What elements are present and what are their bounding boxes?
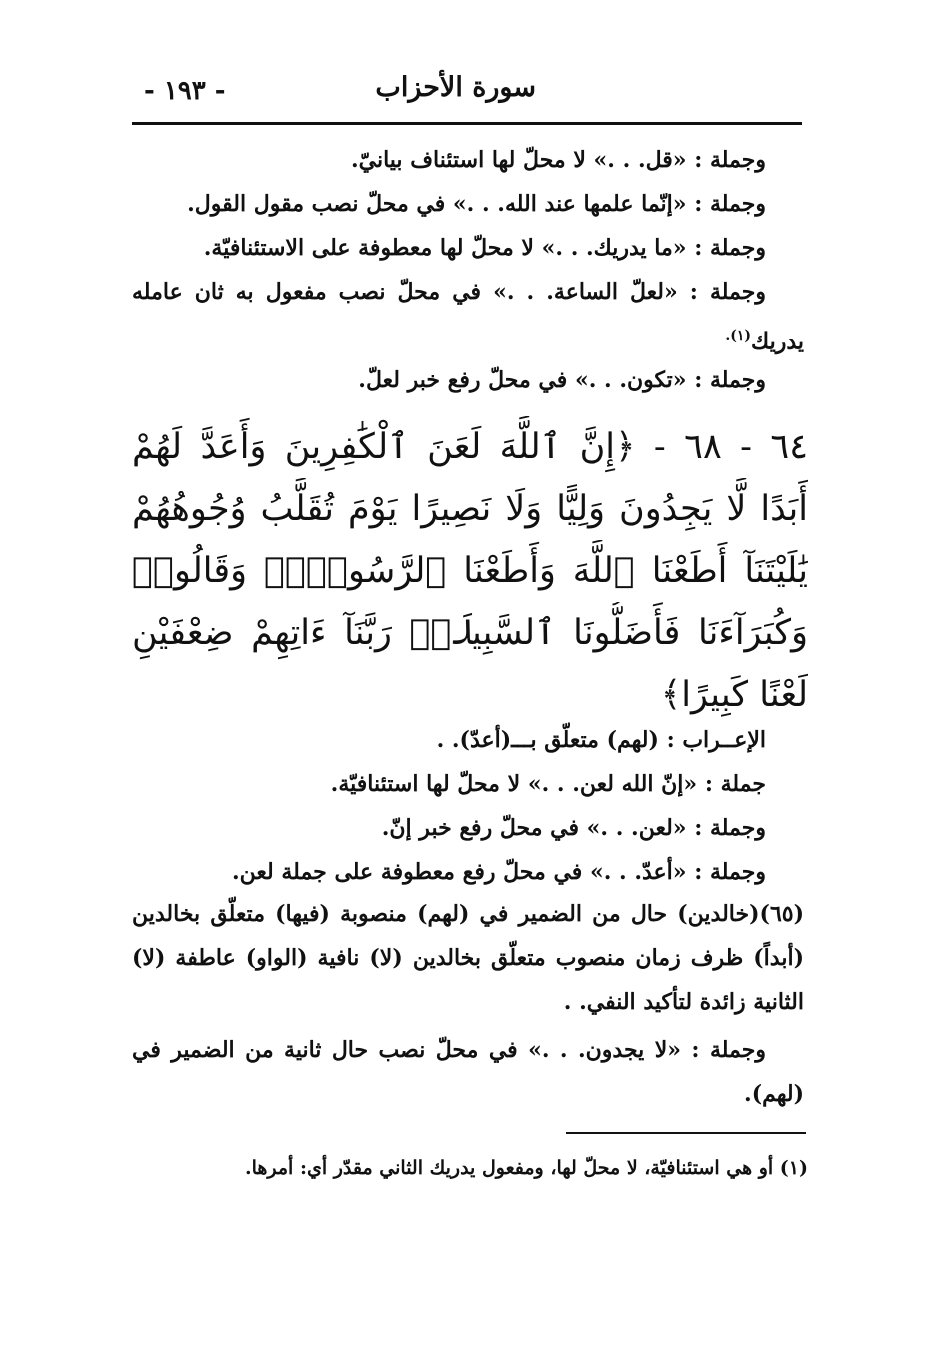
- text-line: وجملة : «لا يجدون. . .» في محلّ نصب حال ثانية من الضمير في: [132, 1037, 766, 1063]
- text-line: وجملة : «أعدّ. . .» في محلّ رفع معطوفة على جملة لعن.: [232, 859, 766, 885]
- text-fragment: يدريك: [751, 328, 804, 355]
- text-line: وجملة : «إنّما علمها عند الله. . .» في محلّ نصب مقول القول.: [187, 191, 766, 217]
- surah-title: سورة الأحزاب: [375, 72, 536, 103]
- verse-line: أَبَدًا لَّا يَجِدُونَ وَلِيًّا وَلَا نَصِيرًا يَوْمَ تُقَلَّبُ وُجُوهُهُمْ: [132, 489, 808, 529]
- text-line: (أبداً) ظرف زمان منصوب متعلّق بخالدين (لا) نافية (الواو) عاطفة (لا): [132, 945, 804, 971]
- text-line: [132, 314, 804, 358]
- page-header: [132, 66, 800, 122]
- analysis-block-1: [132, 138, 804, 402]
- page-number: - ١٩٣ -: [144, 76, 226, 106]
- analysis-block-3: [132, 892, 804, 1024]
- header-divider: [132, 122, 802, 125]
- text-line: وجملة : «لعلّ الساعة. . .» في محلّ نصب مفعول به ثان عامله: [132, 279, 766, 305]
- text-line: وجملة : «ما يدريك. . .» لا محلّ لها معطوفة على الاستئنافيّة.: [203, 235, 766, 261]
- text-line: الثانية زائدة لتأكيد النفي. .: [563, 989, 804, 1015]
- text-line: (٦٥)(خالدين) حال من الضمير في (لهم) منصوبة (فيها) متعلّق بخالدين: [132, 901, 804, 927]
- text-line: (لهم).: [744, 1081, 804, 1107]
- verse-line: لَعْنًا كَبِيرًا﴾: [660, 675, 808, 715]
- footnote-divider: [566, 1132, 806, 1134]
- text-line: وجملة : «تكون. . .» في محلّ رفع خبر لعلّ.: [358, 367, 766, 393]
- footnote-marker: (١).: [725, 328, 752, 344]
- text-line: وجملة : «قل. . .» لا محلّ لها استئناف بيانيّ.: [350, 147, 766, 173]
- text-line: وجملة : «لعن. . .» في محلّ رفع خبر إنّ.: [381, 815, 766, 841]
- verse-line: وَكُبَرَآءَنَا فَأَضَلُّونَا ٱلسَّبِيلَا۠ رَبَّنَآ ءَاتِهِمْ ضِعْفَيْنِ: [132, 613, 808, 653]
- analysis-block-4: [132, 1028, 804, 1116]
- analysis-block-2: [132, 718, 804, 894]
- text-line: جملة : «إنّ الله لعن. . .» لا محلّ لها استئنافيّة.: [330, 771, 766, 797]
- verse-line: يَٰلَيْتَنَآ أَطَعْنَا ٱللَّهَ وَأَطَعْنَا ٱلرَّسُولَا۠ وَقَالُوا۟: [132, 551, 808, 591]
- verse-line: ٦٤ - ٦٨ - ﴿إِنَّ ٱللَّهَ لَعَنَ ٱلْكَٰفِرِينَ وَأَعَدَّ لَهُمْ: [132, 427, 808, 467]
- irab-heading-line: الإعــراب : (لهم) متعلّق بـــ(أعدّ). .: [436, 727, 766, 753]
- footnote: (١) أو هي استئنافيّة، لا محلّ لها، ومفعول يدريك الثاني مقدّر أي: أمرها.: [244, 1157, 808, 1179]
- quran-verse-block: [132, 416, 808, 726]
